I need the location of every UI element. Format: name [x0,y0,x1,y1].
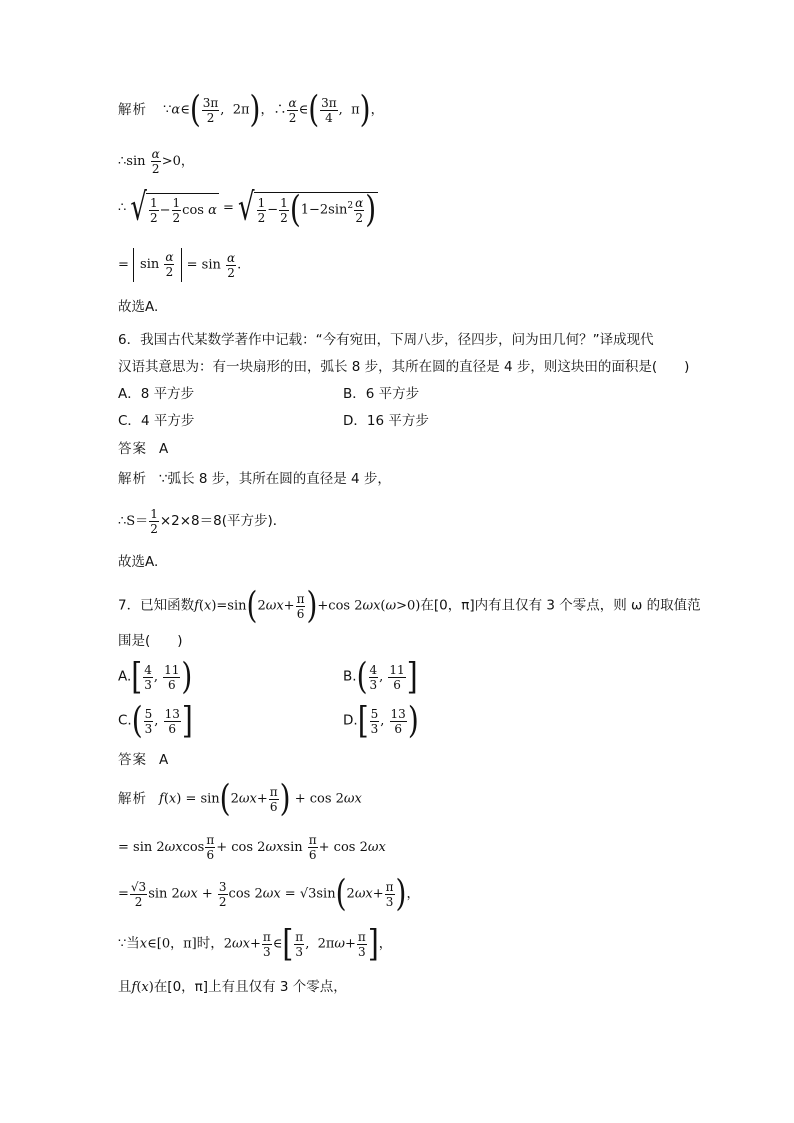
analysis-line-4: = sin $\frac{\alpha}{2}$ = sin $\frac{\alpha}{2}$ . [118,248,241,282]
q7-answer: 答案 A [118,752,169,768]
conclusion-2: 故选A. [118,554,159,570]
q6-text-1: 我国古代某数学著作中记载：“今有宛田，下周八步，径四步，问为田几何？”译成现代 [140,332,654,348]
q7-analysis-line-3: = $\frac{√3}{2}$ sin 2ωx + $\frac{3}{2}$ cos 2ωx = √3sin(2ωx+ $\frac{\pi}{3}$ )， [118,871,420,915]
q7-stem-line-1: 7．已知函数f(x)=sin(2ωx+ $\frac{\pi}{6}$ )+cos 2ωx(ω>0)在[0，π]内有且仅有 3 个零点，则 ω 的取值范 [118,583,701,627]
q6-answer: 答案 A [118,441,169,457]
conclusion-1: 故选A. [118,299,159,315]
analysis-line-2: ∴sin $\frac{\alpha}{2}$ >0， [118,147,194,176]
analysis-line-3: ∴ √ $\frac{1}{2}$ − $\frac{1}{2}$ cos α = √ $\frac{1}{2}$ − $\frac{1}{2}$ ($1-2\sin^2$ $\frac{\alpha}{2}$ ) [118,186,377,231]
q7-analysis-line-2: = sin 2ωxcos $\frac{\pi}{6}$ + cos 2ωxsin $\frac{\pi}{6}$ + cos 2ωx [118,833,386,862]
q6-option-a: A．8 平方步 [118,386,195,402]
q6-stem-line-2: 汉语其意思为：有一块扇形的田，弧长 8 步，其所在圆的直径是 4 步，则这块田的面积是( ) [118,359,690,375]
analysis-label: 解析 [118,101,147,118]
q6-analysis-line-2: ∴S＝ $\frac{1}{2}$ ×2×8＝8(平方步)． [118,507,287,536]
q7-option-a: A.[ $\frac{4}{3}$ , $\frac{11}{6}$ ) [118,654,193,698]
q7-stem-line-2: 围是( ) [118,633,183,649]
q7-option-d: D.[ $\frac{5}{3}$ , $\frac{13}{6}$ ) [343,698,419,742]
q6-option-b: B．6 平方步 [343,386,420,402]
q7-analysis-line-1: 解析 f(x) = sin(2ωx+ $\frac{\pi}{6}$ ) + cos 2ωx [118,776,362,820]
q7-analysis-line-4: ∵当x∈[0，π]时，2ωx+ $\frac{\pi}{3}$ ∈[ $\frac{\pi}{3}$ , 2πω+ $\frac{\pi}{3}$ ]， [118,921,392,965]
q7-analysis-line-5: 且f(x)在[0，π]上有且仅有 3 个零点， [118,979,347,995]
q7-option-c: C.( $\frac{5}{3}$ , $\frac{13}{6}$ ] [118,698,193,742]
q6-option-c: C．4 平方步 [118,413,195,429]
q6-analysis-line-1: 解析 ∵弧长 8 步，其所在圆的直径是 4 步， [118,471,391,487]
q6-stem-line-1 [118,330,654,350]
q6-number: 6． [118,332,141,348]
analysis-line-1: 解析 ∵α∈( $\frac{3\pi}{2}$ , 2π)，∴ $\frac{\alpha}{2}$ ∈( $\frac{3\pi}{4}$ , π)， [118,87,384,131]
q7-option-b: B.( $\frac{4}{3}$ , $\frac{11}{6}$ ] [343,654,418,698]
q6-option-d: D．16 平方步 [343,413,429,429]
